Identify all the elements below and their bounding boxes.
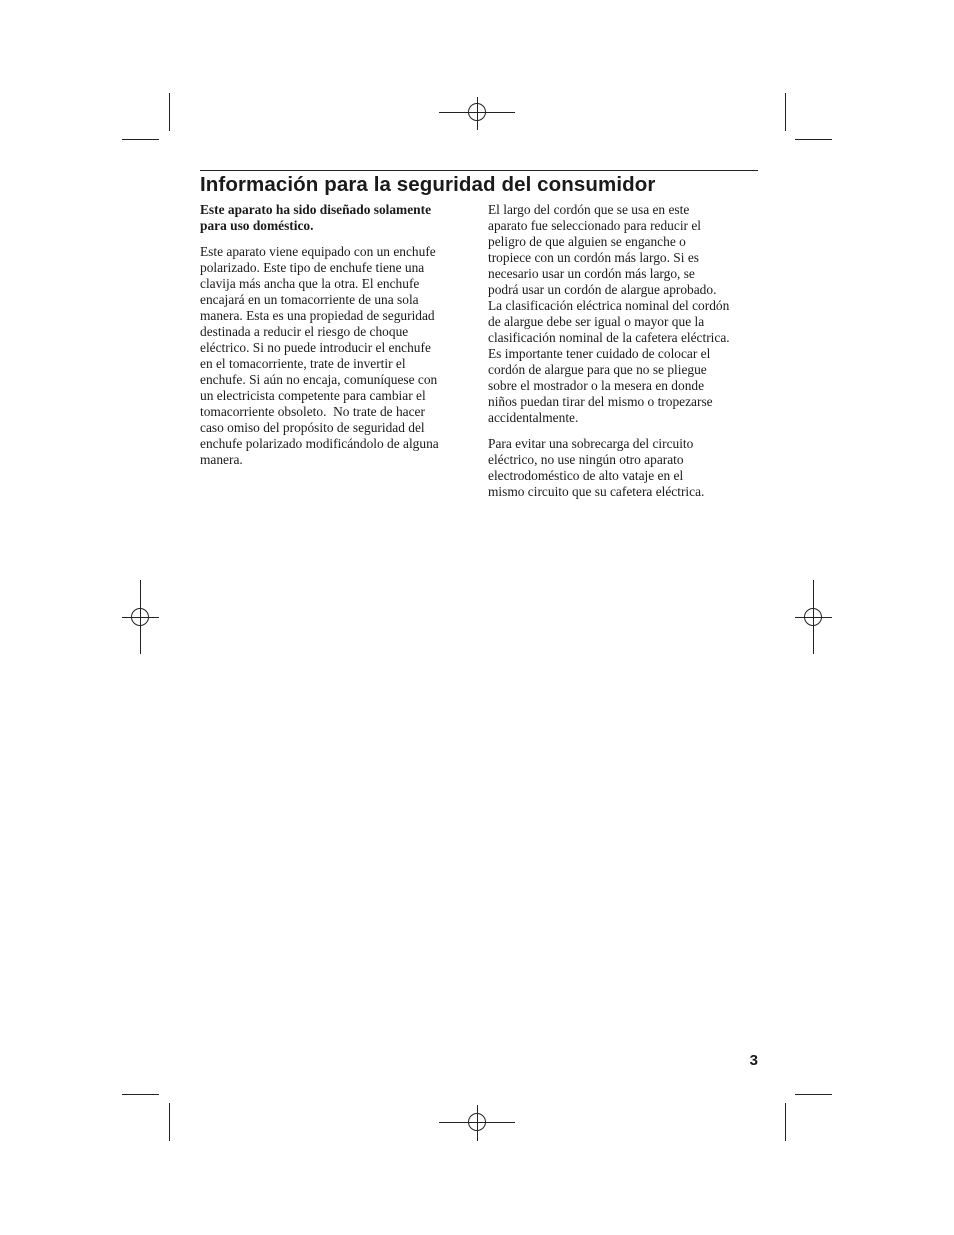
text-line: tomacorriente obsoleto. No trate de hacer xyxy=(200,404,425,419)
crop-mark-bottom-left-vertical xyxy=(169,1103,170,1141)
text-line: en el tomacorriente, trate de invertir el xyxy=(200,356,406,371)
left-column xyxy=(200,202,472,478)
text-line: clavija más ancha que la otra. El enchufe xyxy=(200,276,420,291)
text-line: enchufe. Si aún no encaja, comuníquese con xyxy=(200,372,438,387)
crop-mark-top-left-vertical xyxy=(169,93,170,131)
text-line: de alargue debe ser igual o mayor que la xyxy=(488,314,705,329)
text-line: mismo circuito que su cafetera eléctrica. xyxy=(488,484,705,499)
page-number: 3 xyxy=(749,1052,758,1069)
right-column xyxy=(488,202,760,510)
text-line: un electricista competente para cambiar el xyxy=(200,388,426,403)
text-line: tropiece con un cordón más largo. Si es xyxy=(488,250,699,265)
text-line: polarizado. Este tipo de enchufe tiene una xyxy=(200,260,425,275)
text-line: caso omiso del propósito de seguridad del xyxy=(200,420,425,435)
text-line: necesario usar un cordón más largo, se xyxy=(488,266,695,281)
text-line: peligro de que alguien se enganche o xyxy=(488,234,686,249)
title-rule xyxy=(200,170,758,171)
text-line: eléctrico. Si no puede introducir el enchufe xyxy=(200,340,431,355)
text-line: enchufe polarizado modificándolo de alguna xyxy=(200,436,439,451)
text-line: La clasificación eléctrica nominal del cordón xyxy=(488,298,730,313)
text-line: podrá usar un cordón de alargue aprobado. xyxy=(488,282,717,297)
text-line: aparato fue seleccionado para reducir el xyxy=(488,218,702,233)
text-line: cordón de alargue para que no se pliegue xyxy=(488,362,707,377)
page-title: Información para la seguridad del consumidor xyxy=(200,173,656,196)
text-line: Es importante tener cuidado de colocar el xyxy=(488,346,711,361)
crop-mark-bottom-right-horizontal xyxy=(795,1094,832,1095)
text-line: accidentalmente. xyxy=(488,410,579,425)
text-line: eléctrico, no use ningún otro aparato xyxy=(488,452,684,467)
crop-mark-top-left-horizontal xyxy=(122,139,159,140)
text-line: niños puedan tirar del mismo o tropezarse xyxy=(488,394,713,409)
text-line: El largo del cordón que se usa en este xyxy=(488,202,690,217)
text-line: manera. Esta es una propiedad de seguridad xyxy=(200,308,435,323)
text-line: destinada a reducir el riesgo de choque xyxy=(200,324,409,339)
crop-mark-top-right-vertical xyxy=(785,93,786,131)
crop-mark-bottom-right-vertical xyxy=(785,1103,786,1141)
text-line: manera. xyxy=(200,452,243,467)
text-line: Para evitar una sobrecarga del circuito xyxy=(488,436,694,451)
circuit-overload-paragraph xyxy=(488,436,760,500)
polarized-plug-paragraph xyxy=(200,244,472,468)
left-heading xyxy=(200,202,472,234)
text-line: sobre el mostrador o la mesera en donde xyxy=(488,378,705,393)
text-line: Este aparato viene equipado con un enchufe xyxy=(200,244,436,259)
crop-mark-top-right-horizontal xyxy=(795,139,832,140)
crop-mark-bottom-left-horizontal xyxy=(122,1094,159,1095)
text-line: electrodoméstico de alto vataje en el xyxy=(488,468,684,483)
left-heading-line: para uso doméstico. xyxy=(200,218,314,233)
text-line: encajará en un tomacorriente de una sola xyxy=(200,292,419,307)
left-heading-line: Este aparato ha sido diseñado solamente xyxy=(200,202,432,217)
text-line: clasificación nominal de la cafetera eléctrica. xyxy=(488,330,730,345)
cord-length-paragraph xyxy=(488,202,760,426)
